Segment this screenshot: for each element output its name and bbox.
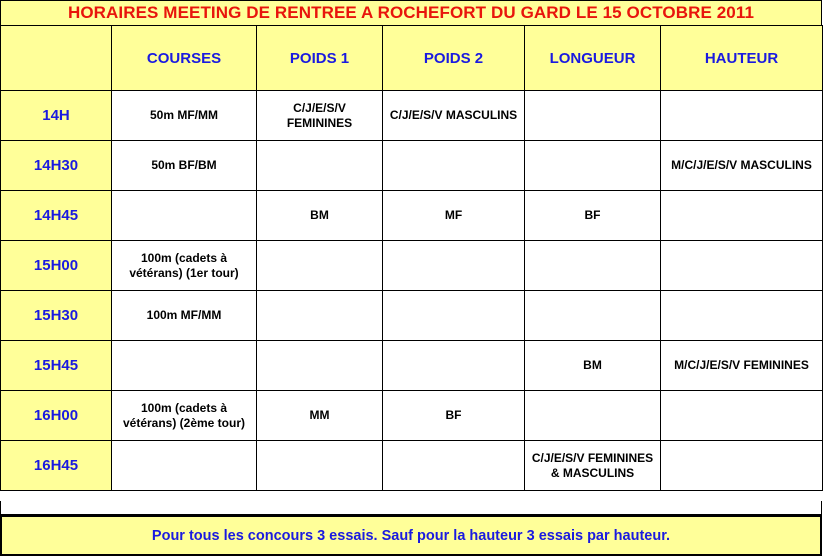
cell-hauteur (661, 191, 823, 241)
time-cell: 15H45 (1, 341, 112, 391)
cell-poids-2 (383, 141, 525, 191)
cell-poids-1: MM (257, 391, 383, 441)
time-cell: 16H45 (1, 441, 112, 491)
table-row (1, 141, 823, 191)
table-row (1, 241, 823, 291)
cell-poids-2 (383, 341, 525, 391)
cell-hauteur (661, 441, 823, 491)
cell-poids-1 (257, 441, 383, 491)
column-header-hauteur: HAUTEUR (661, 26, 823, 91)
cell-poids-1: BM (257, 191, 383, 241)
cell-courses: 100m (cadets à vétérans) (1er tour) (112, 241, 257, 291)
cell-poids-1: C/J/E/S/V FEMININES (257, 91, 383, 141)
cell-longueur: BM (525, 341, 661, 391)
cell-hauteur (661, 291, 823, 341)
cell-longueur (525, 141, 661, 191)
cell-courses: 100m MF/MM (112, 291, 257, 341)
cell-longueur: BF (525, 191, 661, 241)
cell-hauteur (661, 91, 823, 141)
cell-hauteur (661, 241, 823, 291)
table-row (1, 91, 823, 141)
time-cell: 15H30 (1, 291, 112, 341)
cell-courses: 50m MF/MM (112, 91, 257, 141)
cell-poids-2: C/J/E/S/V MASCULINS (383, 91, 525, 141)
table-row (1, 291, 823, 341)
cell-longueur (525, 91, 661, 141)
column-header-longueur: LONGUEUR (525, 26, 661, 91)
time-cell: 16H00 (1, 391, 112, 441)
time-cell: 14H30 (1, 141, 112, 191)
cell-hauteur (661, 391, 823, 441)
cell-hauteur: M/C/J/E/S/V FEMININES (661, 341, 823, 391)
cell-poids-1 (257, 291, 383, 341)
schedule-table (0, 25, 823, 491)
cell-poids-2 (383, 241, 525, 291)
cell-longueur (525, 291, 661, 341)
cell-courses (112, 191, 257, 241)
cell-poids-2: MF (383, 191, 525, 241)
cell-longueur: C/J/E/S/V FEMININES & MASCULINS (525, 441, 661, 491)
column-header-poids-1: POIDS 1 (257, 26, 383, 91)
cell-hauteur: M/C/J/E/S/V MASCULINS (661, 141, 823, 191)
time-cell: 14H45 (1, 191, 112, 241)
time-cell: 15H00 (1, 241, 112, 291)
cell-poids-1 (257, 241, 383, 291)
time-cell: 14H (1, 91, 112, 141)
cell-courses (112, 441, 257, 491)
cell-poids-2 (383, 441, 525, 491)
cell-poids-2 (383, 291, 525, 341)
cell-longueur (525, 391, 661, 441)
footer-note: Pour tous les concours 3 essais. Sauf pour la hauteur 3 essais par hauteur. (0, 515, 822, 556)
cell-longueur (525, 241, 661, 291)
column-header-poids-2: POIDS 2 (383, 26, 525, 91)
table-row (1, 441, 823, 491)
table-spacer (0, 501, 822, 515)
page-title: HORAIRES MEETING DE RENTREE A ROCHEFORT DU GARD LE 15 OCTOBRE 2011 (0, 0, 822, 26)
table-row (1, 391, 823, 441)
cell-poids-1 (257, 141, 383, 191)
table-row (1, 191, 823, 241)
table-row (1, 341, 823, 391)
column-header-courses: COURSES (112, 26, 257, 91)
cell-courses: 50m BF/BM (112, 141, 257, 191)
cell-poids-2: BF (383, 391, 525, 441)
cell-poids-1 (257, 341, 383, 391)
cell-courses (112, 341, 257, 391)
cell-courses: 100m (cadets à vétérans) (2ème tour) (112, 391, 257, 441)
header-row (1, 26, 823, 91)
header-corner (1, 26, 112, 91)
